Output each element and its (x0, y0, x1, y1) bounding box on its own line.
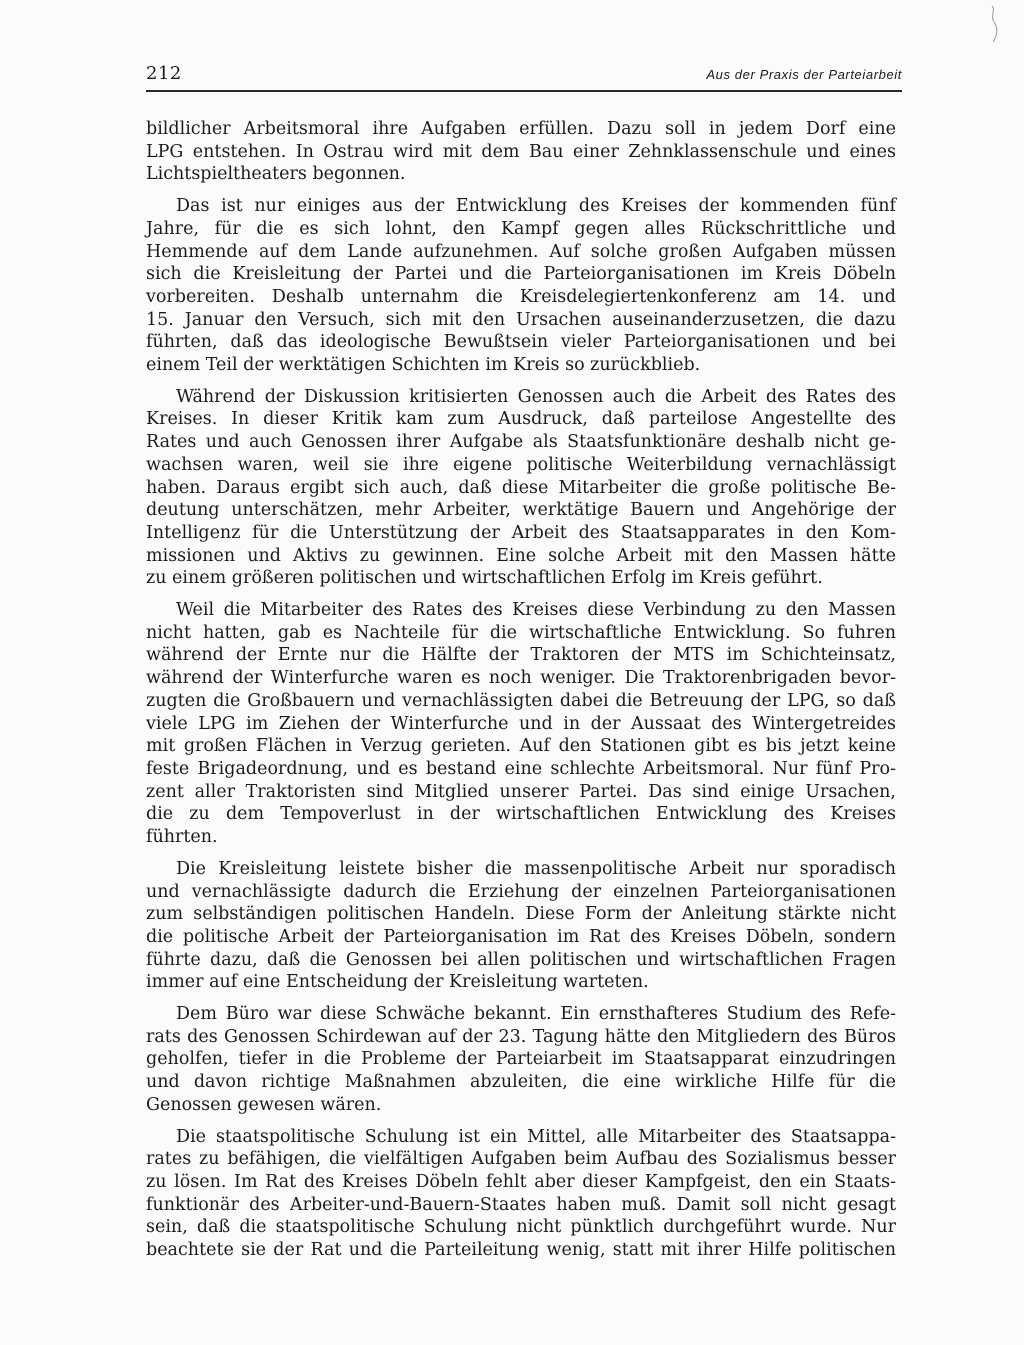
text-line: zu einem größeren politischen und wirtschaftlichen Erfolg im Kreis geführt. (146, 568, 823, 589)
text-line: Kreises. In dieser Kritik kam zum Ausdruck, daß parteilose Angestellte des (146, 409, 896, 430)
text-line: Hemmende auf dem Lande aufzunehmen. Auf solche großen Aufgaben müssen (146, 241, 896, 262)
text-line: die zu dem Tempoverlust in der wirtschaftlichen Entwicklung des Kreises (146, 804, 896, 825)
page-number: 212 (146, 63, 182, 84)
text-line: nicht hatten, gab es Nachteile für die wirtschaftliche Entwicklung. So fuhren (146, 622, 896, 643)
text-line: deutung unterschätzen, mehr Arbeiter, werktätige Bauern und Angehörige der (146, 500, 896, 521)
text-line: rats des Genossen Schirdewan auf der 23. Tagung hätte den Mitgliedern des Büros (146, 1026, 896, 1047)
text-line: Weil die Mitarbeiter des Rates des Kreises diese Verbindung zu den Massen (176, 600, 896, 621)
text-line: und vernachlässigte dadurch die Erziehung der einzelnen Parteiorganisationen (146, 881, 896, 902)
text-line: mit großen Flächen in Verzug gerieten. Auf den Stationen gibt es bis jetzt keine (146, 736, 896, 757)
text-line: bildlicher Arbeitsmoral ihre Aufgaben erfüllen. Dazu soll in jedem Dorf eine (146, 119, 896, 139)
text-line: und davon richtige Maßnahmen abzuleiten, die eine wirkliche Hilfe für die (146, 1072, 896, 1093)
margin-pencil-mark (988, 4, 1002, 44)
text-line: Lichtspieltheaters begonnen. (146, 164, 406, 185)
text-line: führten, daß das ideologische Bewußtsein vieler Parteiorganisationen und bei (146, 332, 896, 353)
text-line: einem Teil der werktätigen Schichten im Kreis so zurückblieb. (146, 355, 701, 376)
text-line: Dem Büro war diese Schwäche bekannt. Ein ernsthafteres Studium des Refe- (176, 1004, 896, 1025)
paragraph (146, 1126, 896, 1262)
text-line: wachsen waren, weil sie ihre eigene politische Weiterbildung vernachlässigt (146, 454, 896, 475)
text-line: Genossen gewesen wären. (146, 1094, 382, 1115)
page-header (146, 60, 902, 92)
paragraph (146, 599, 896, 849)
text-line: zugten die Großbauern und vernachlässigten dabei die Betreuung der LPG, so daß (146, 690, 896, 711)
paragraph (146, 195, 896, 377)
text-line: die politische Arbeit der Parteiorganisation im Rat des Kreises Döbeln, sondern (146, 926, 896, 947)
paragraph (146, 1003, 896, 1117)
paragraph (146, 858, 896, 994)
text-line: geholfen, tiefer in die Probleme der Parteiarbeit im Staatsapparat einzudringen (146, 1049, 896, 1070)
text-line: LPG entstehen. In Ostrau wird mit dem Bau einer Zehnklassenschule und eines (146, 141, 896, 162)
text-line: zu lösen. Im Rat des Kreises Döbeln fehlt aber dieser Kampfgeist, den ein Staats- (146, 1171, 896, 1192)
paragraph (146, 118, 896, 186)
text-line: immer auf eine Entscheidung der Kreisleitung warteten. (146, 972, 649, 993)
running-head: Aus der Praxis der Parteiarbeit (706, 67, 902, 82)
text-line: während der Ernte nur die Hälfte der Traktoren der MTS im Schichteinsatz, (146, 645, 896, 666)
text-line: beachtete sie der Rat und die Parteileitung wenig, statt mit ihrer Hilfe politischen (146, 1240, 896, 1261)
text-line: Während der Diskussion kritisierten Genossen auch die Arbeit des Rates des (176, 386, 896, 407)
text-line: sein, daß die staatspolitische Schulung nicht pünktlich durchgeführt wurde. Nur (146, 1217, 896, 1238)
text-line: sich die Kreisleitung der Partei und die Parteiorganisationen im Kreis Döbeln (146, 264, 896, 285)
body-text (146, 118, 896, 1271)
text-line: während der Winterfurche waren es noch weniger. Die Traktorenbrigaden bevor- (146, 668, 896, 689)
text-line: Jahre, für die es sich lohnt, den Kampf gegen alles Rückschrittliche und (146, 218, 896, 239)
text-line: Die staatspolitische Schulung ist ein Mittel, alle Mitarbeiter des Staatsappa- (176, 1126, 896, 1147)
text-line: funktionär des Arbeiter-und-Bauern-Staates haben muß. Damit soll nicht gesagt (146, 1194, 896, 1215)
text-line: Das ist nur einiges aus der Entwicklung des Kreises der kommenden fünf (176, 196, 896, 217)
text-line: führten. (146, 827, 218, 848)
text-line: viele LPG im Ziehen der Winterfurche und in der Aussaat des Wintergetreides (146, 713, 896, 734)
text-line: zent aller Traktoristen sind Mitglied unserer Partei. Das sind einige Ursachen, (146, 781, 896, 802)
text-line: rates zu befähigen, die vielfältigen Aufgaben beim Aufbau des Sozialismus besser (146, 1149, 896, 1170)
text-line: Intelligenz für die Unterstützung der Arbeit des Staatsapparates in den Kom- (146, 522, 896, 543)
paragraph (146, 386, 896, 590)
text-line: vorbereiten. Deshalb unternahm die Kreisdelegiertenkonferenz am 14. und (146, 286, 896, 307)
text-line: feste Brigadeordnung, und es bestand eine schlechte Arbeitsmoral. Nur fünf Pro- (146, 758, 896, 779)
text-line: zum selbständigen politischen Handeln. Diese Form der Anleitung stärkte nicht (146, 904, 896, 925)
text-line: Rates und auch Genossen ihrer Aufgabe als Staatsfunktionäre deshalb nicht ge- (146, 432, 896, 453)
text-line: missionen und Aktivs zu gewinnen. Eine solche Arbeit mit den Massen hätte (146, 545, 896, 566)
text-line: haben. Daraus ergibt sich auch, daß diese Mitarbeiter die große politische Be- (146, 477, 896, 498)
text-line: führte dazu, daß die Genossen bei allen politischen und wirtschaftlichen Fragen (146, 949, 896, 970)
text-line: 15. Januar den Versuch, sich mit den Ursachen auseinanderzusetzen, die dazu (146, 309, 896, 330)
text-line: Die Kreisleitung leistete bisher die massenpolitische Arbeit nur sporadisch (176, 858, 896, 879)
